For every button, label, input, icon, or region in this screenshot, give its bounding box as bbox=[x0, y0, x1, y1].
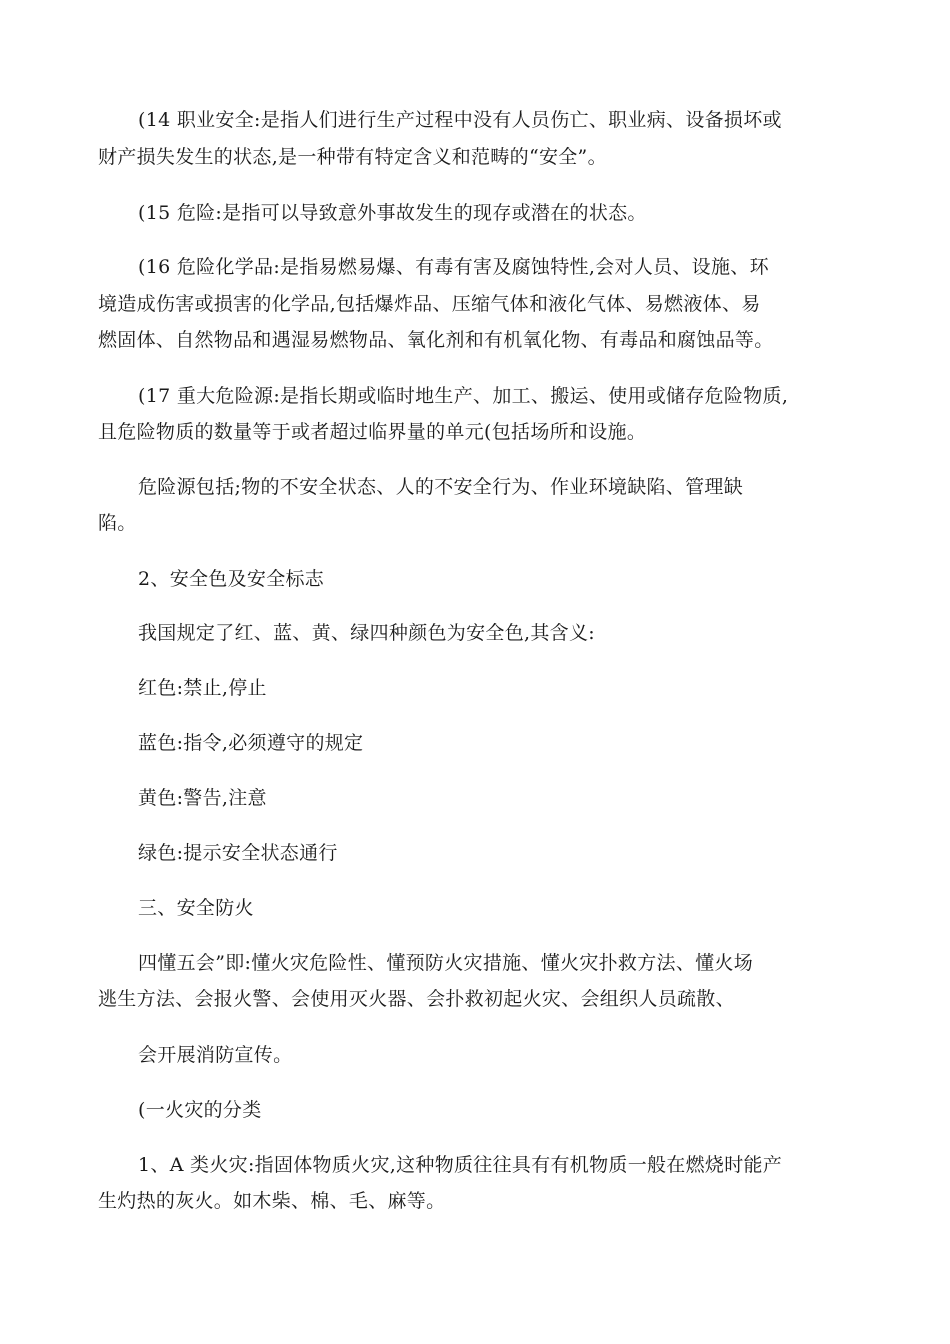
text-line: 境造成伤害或损害的化学品,包括爆炸品、压缩气体和液化气体、易燃液体、易 bbox=[98, 293, 761, 315]
section-heading: 三、安全防火 bbox=[138, 897, 254, 919]
text-line: 我国规定了红、蓝、黄、绿四种颜色为安全色,其含义: bbox=[138, 622, 595, 644]
text-line: 黄色:警告,注意 bbox=[138, 787, 267, 809]
text-line: 且危险物质的数量等于或者超过临界量的单元(包括场所和设施。 bbox=[98, 421, 647, 443]
text-line: 生灼热的灰火。如木柴、棉、毛、麻等。 bbox=[98, 1190, 446, 1212]
text-line: (16 危险化学品:是指易燃易爆、有毒有害及腐蚀特性,会对人员、设施、环 bbox=[138, 256, 769, 278]
section-heading: 2、安全色及安全标志 bbox=[138, 568, 325, 590]
text-line: (14 职业安全:是指人们进行生产过程中没有人员伤亡、职业病、设备损坏或 bbox=[138, 109, 782, 131]
text-line: 蓝色:指令,必须遵守的规定 bbox=[138, 732, 364, 754]
text-line: 会开展消防宣传。 bbox=[138, 1044, 293, 1066]
text-line: 四懂五会”即:懂火灾危险性、懂预防火灾措施、懂火灾扑救方法、懂火场 bbox=[138, 952, 754, 974]
text-line: (17 重大危险源:是指长期或临时地生产、加工、搬运、使用或储存危险物质, bbox=[138, 385, 789, 407]
text-line: 1、A 类火灾:指固体物质火灾,这种物质往往具有有机物质一般在燃烧时能产 bbox=[138, 1154, 783, 1176]
text-line: 陷。 bbox=[98, 512, 137, 534]
section-heading: (一火灾的分类 bbox=[138, 1099, 262, 1121]
text-line: 财产损失发生的状态,是一种带有特定含义和范畴的“安全”。 bbox=[98, 146, 607, 168]
text-line: 绿色:提示安全状态通行 bbox=[138, 842, 338, 864]
text-line: 燃固体、自然物品和遇湿易燃物品、氧化剂和有机氧化物、有毒品和腐蚀品等。 bbox=[98, 329, 774, 351]
text-line: 逃生方法、会报火警、会使用灭火器、会扑救初起火灾、会组织人员疏散、 bbox=[98, 988, 735, 1010]
text-line: 危险源包括;物的不安全状态、人的不安全行为、作业环境缺陷、管理缺 bbox=[138, 476, 744, 498]
text-line: 红色:禁止,停止 bbox=[138, 677, 267, 699]
text-line: (15 危险:是指可以导致意外事故发生的现存或潜在的状态。 bbox=[138, 202, 647, 224]
